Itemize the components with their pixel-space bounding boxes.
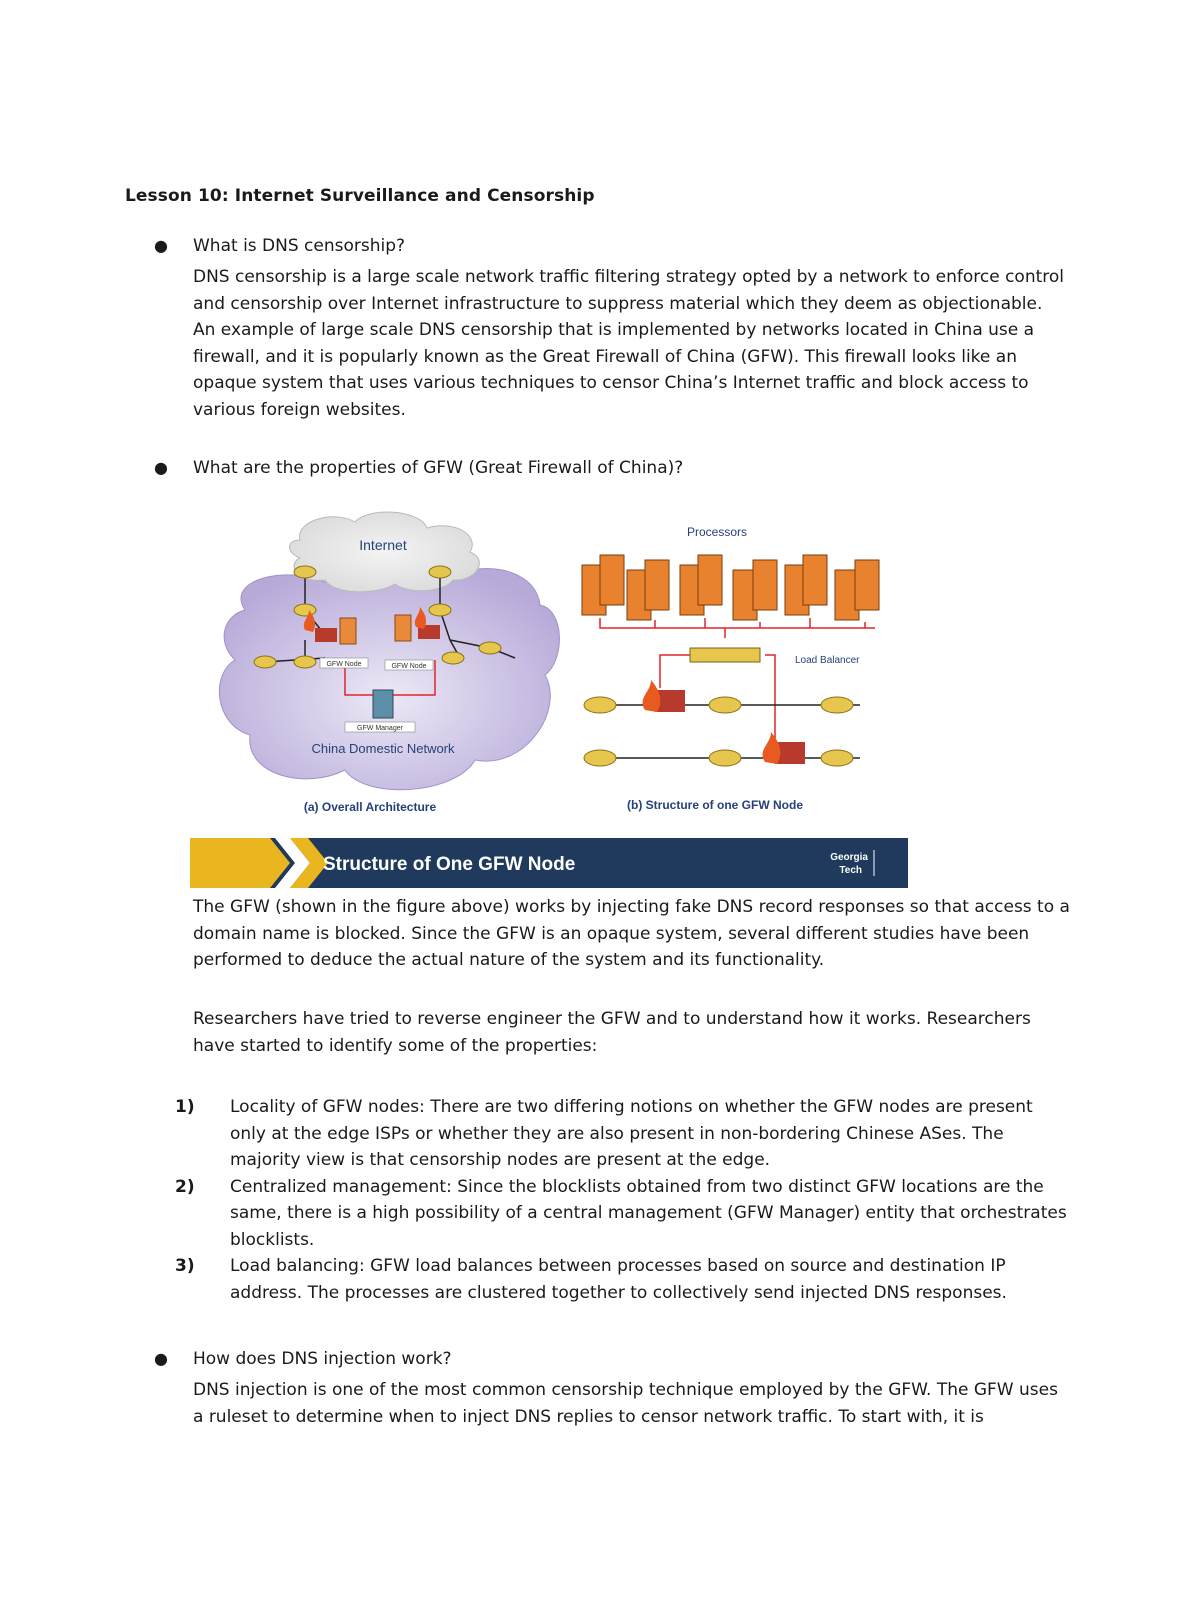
- text-line: Centralized management: Since the blocklists obtained from two distinct GFW locations are the: [230, 1176, 1044, 1197]
- bullet-marker: ●: [154, 458, 168, 477]
- list-number: 1): [175, 1097, 195, 1117]
- question-dns-injection: How does DNS injection work?: [193, 1349, 452, 1369]
- text-line: domain name is blocked. Since the GFW is an opaque system, several different studies have been: [193, 923, 1030, 944]
- gfw-node-label: GFW Node: [326, 661, 362, 668]
- text-line: DNS censorship is a large scale network traffic filtering strategy opted by a network to enforce control: [193, 267, 1064, 287]
- gfw-architecture-figure: [205, 510, 905, 830]
- text-line: firewall, and it is popularly known as the Great Firewall of China (GFW). This firewall looks like an: [193, 346, 1017, 367]
- router-icons: [584, 697, 853, 766]
- text-line: majority view is that censorship nodes are present at the edge.: [230, 1150, 771, 1170]
- caption-gfw-node-structure: (b) Structure of one GFW Node: [627, 798, 803, 812]
- gfw-node-label: GFW Node: [391, 663, 427, 670]
- processors-label: Processors: [686, 525, 748, 539]
- text-line: Researchers have tried to reverse engineer the GFW and to understand how it works. Researchers: [193, 1009, 1031, 1029]
- text-line: Load balancing: GFW load balances between processes based on source and destination IP: [230, 1256, 1006, 1276]
- text-line: have started to identify some of the properties:: [193, 1035, 598, 1056]
- gfw-properties-list: [175, 1094, 1095, 1306]
- text-line: Locality of GFW nodes: There are two differing notions on whether the GFW nodes are present: [230, 1097, 1033, 1117]
- answer-dns-injection: [193, 1377, 1093, 1430]
- list-number: 3): [175, 1256, 195, 1276]
- text-line: and censorship over Internet infrastructure to suppress material which they deem as objectionable.: [193, 293, 1043, 314]
- gfw-manager-label: GFW Manager: [357, 725, 403, 732]
- georgia-tech-logo-line1: Georgia: [830, 852, 868, 863]
- internet-label: Internet: [359, 537, 407, 553]
- load-balancer-label: Load Balancer: [795, 655, 860, 666]
- bullet-marker: ●: [154, 1349, 168, 1368]
- gfw-description-paragraph: [193, 894, 1093, 974]
- text-line: DNS injection is one of the most common censorship technique employed by the GFW. The GFW uses: [193, 1380, 1058, 1400]
- list-item: [175, 1094, 1095, 1174]
- georgia-tech-logo-line2: Tech: [839, 865, 862, 876]
- text-line: various foreign websites.: [193, 399, 406, 420]
- text-line: An example of large scale DNS censorship that is implemented by networks located in China use a: [193, 320, 1035, 340]
- research-paragraph: [193, 1006, 1093, 1059]
- text-line: a ruleset to determine when to inject DNS replies to censor network traffic. To start with, it is: [193, 1406, 984, 1427]
- bullet-marker: ●: [154, 236, 168, 255]
- banner-title: Structure of One GFW Node: [323, 854, 576, 875]
- lesson-title: Lesson 10: Internet Surveillance and Censorship: [125, 186, 595, 206]
- text-line: performed to deduce the actual nature of the system and its functionality.: [193, 950, 825, 970]
- text-line: The GFW (shown in the figure above) works by injecting fake DNS record responses so that access to a: [193, 897, 1070, 917]
- list-item: [175, 1174, 1095, 1254]
- list-number: 2): [175, 1176, 195, 1197]
- text-line: only at the edge ISPs or whether they are also present in non-bordering Chinese ASes. The: [230, 1123, 1004, 1144]
- text-line: same, there is a high possibility of a central management (GFW Manager) entity that orchestrates: [230, 1203, 1067, 1223]
- text-line: address. The processes are clustered together to collectively send injected DNS responses.: [230, 1282, 1007, 1303]
- caption-overall-architecture: (a) Overall Architecture: [303, 800, 437, 814]
- internet-cloud: [289, 512, 479, 592]
- load-balancer: [690, 648, 760, 662]
- slide-title-banner: [190, 838, 908, 888]
- domestic-network-label: China Domestic Network: [311, 741, 455, 756]
- text-line: opaque system that uses various techniques to censor China’s Internet traffic and block access to: [193, 373, 1029, 393]
- processor-cluster: [582, 555, 879, 620]
- text-line: blocklists.: [230, 1229, 315, 1250]
- answer-dns-censorship: [193, 264, 1093, 423]
- question-gfw-properties: What are the properties of GFW (Great Firewall of China)?: [193, 458, 684, 478]
- question-dns-censorship: What is DNS censorship?: [193, 236, 406, 256]
- list-item: [175, 1253, 1095, 1306]
